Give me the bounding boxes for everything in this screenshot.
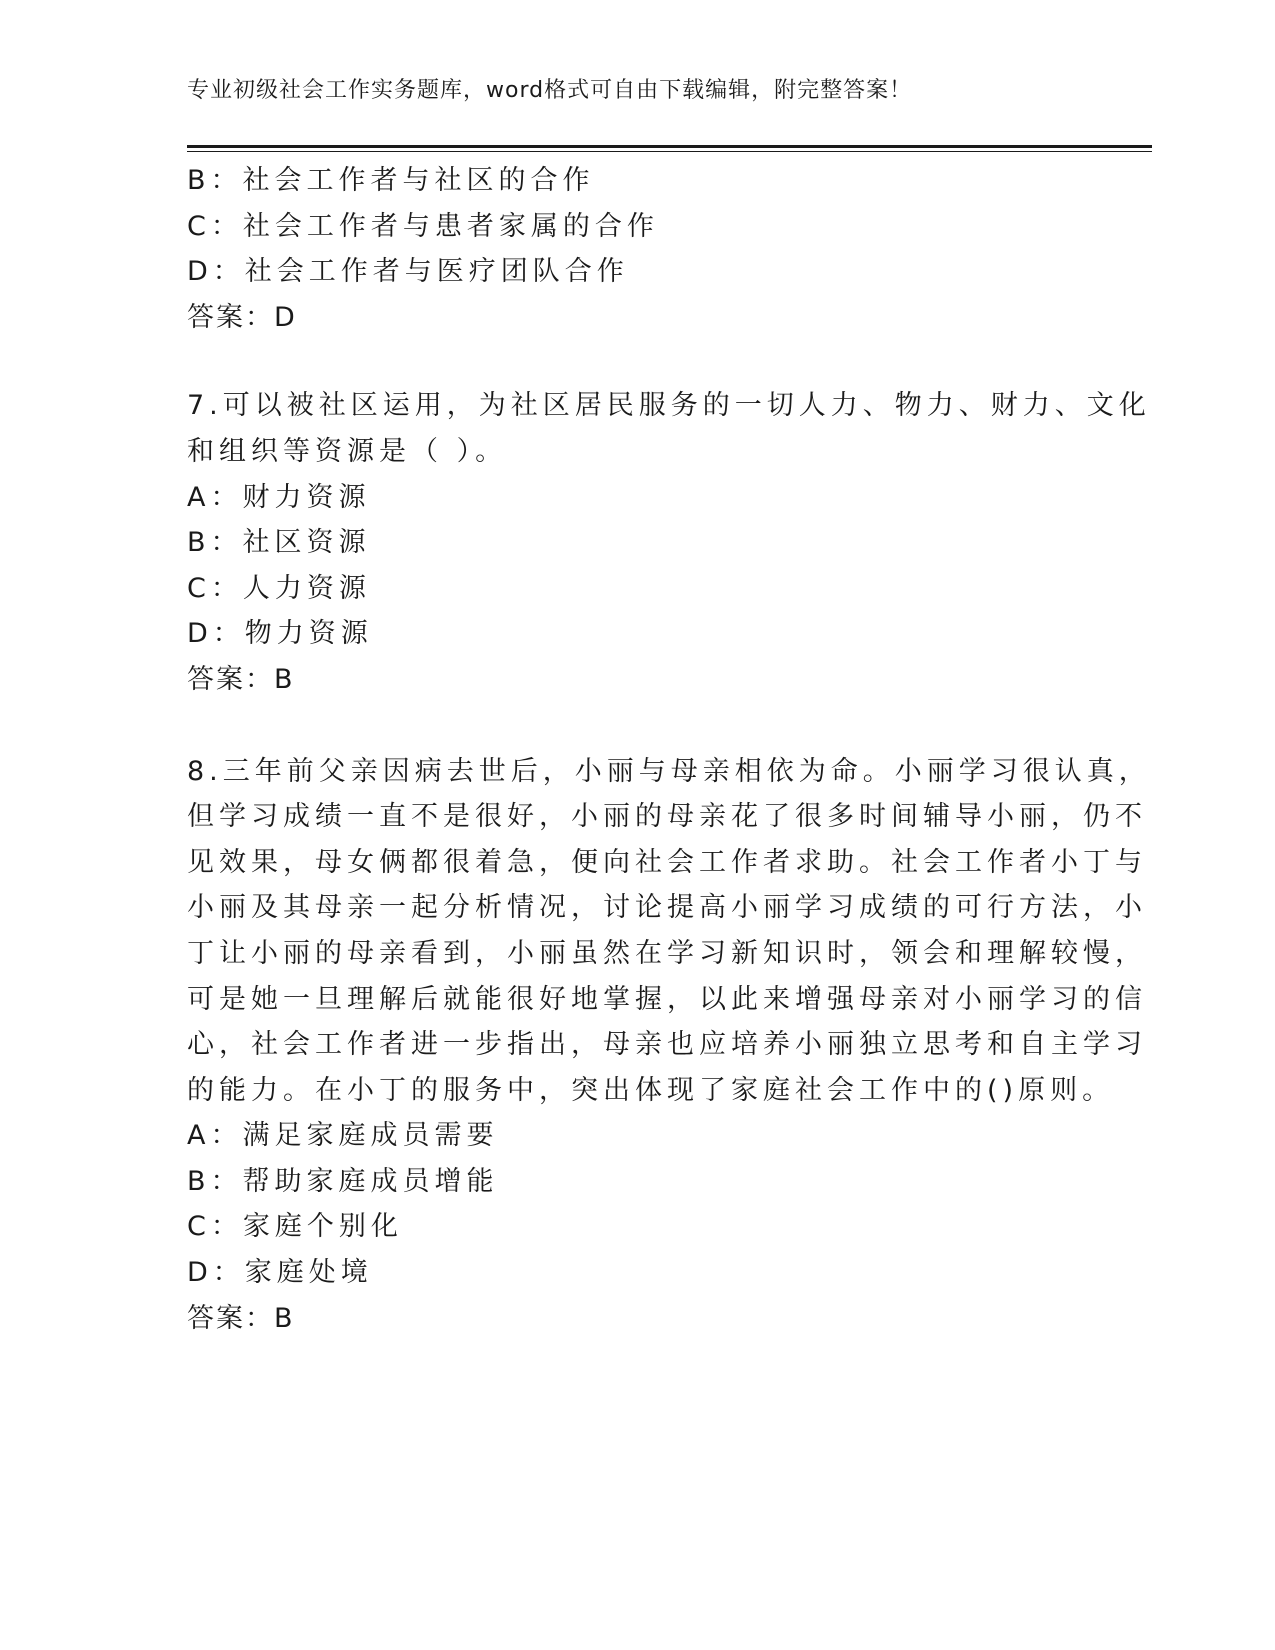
question-8	[187, 749, 1151, 1342]
question-6	[187, 158, 1067, 340]
question-stem-line: 的能力。在小丁的服务中，突出体现了家庭社会工作中的()原则。	[187, 1074, 1115, 1106]
question-stem-line: 8.三年前父亲因病去世后，小丽与母亲相依为命。小丽学习很认真，	[187, 755, 1151, 787]
question-stem-line: 见效果，母女俩都很着急，便向社会工作者求助。社会工作者小丁与	[187, 846, 1147, 878]
option-a: A：满足家庭成员需要	[187, 1120, 499, 1152]
option-d: D：物力资源	[187, 618, 373, 650]
question-stem-line: 心，社会工作者进一步指出，母亲也应培养小丽独立思考和自主学习	[187, 1029, 1147, 1061]
question-stem-line: 小丽及其母亲一起分析情况，讨论提高小丽学习成绩的可行方法，小	[187, 892, 1147, 924]
question-stem-line: 和组织等资源是（ ）。	[187, 435, 508, 467]
option-c: C：家庭个别化	[187, 1211, 403, 1243]
question-stem-line: 7.可以被社区运用，为社区居民服务的一切人力、物力、财力、文化	[187, 390, 1151, 422]
option-b: B：社区资源	[187, 527, 371, 559]
spacer	[187, 340, 1067, 383]
question-7	[187, 383, 1151, 702]
page-header: 专业初级社会工作实务题库，word格式可自由下载编辑，附完整答案！	[187, 78, 913, 103]
question-stem-line: 可是她一旦理解后就能很好地掌握，以此来增强母亲对小丽学习的信	[187, 983, 1147, 1015]
option-c: C：人力资源	[187, 572, 371, 604]
option-a: A：财力资源	[187, 481, 371, 513]
option-c: C：社会工作者与患者家属的合作	[187, 210, 659, 242]
answer: 答案：B	[187, 1302, 295, 1334]
option-b: B：帮助家庭成员增能	[187, 1165, 499, 1197]
answer: 答案：D	[187, 301, 297, 333]
question-stem-line: 丁让小丽的母亲看到，小丽虽然在学习新知识时，领会和理解较慢，	[187, 937, 1147, 969]
option-d: D：家庭处境	[187, 1257, 373, 1289]
question-stem-line: 但学习成绩一直不是很好，小丽的母亲花了很多时间辅导小丽，仍不	[187, 801, 1147, 833]
question-list	[187, 158, 1151, 1341]
header-rule	[187, 145, 1152, 152]
option-b: B：社会工作者与社区的合作	[187, 165, 595, 196]
spacer	[187, 703, 1067, 749]
answer: 答案：B	[187, 663, 295, 695]
option-d: D：社会工作者与医疗团队合作	[187, 256, 629, 288]
